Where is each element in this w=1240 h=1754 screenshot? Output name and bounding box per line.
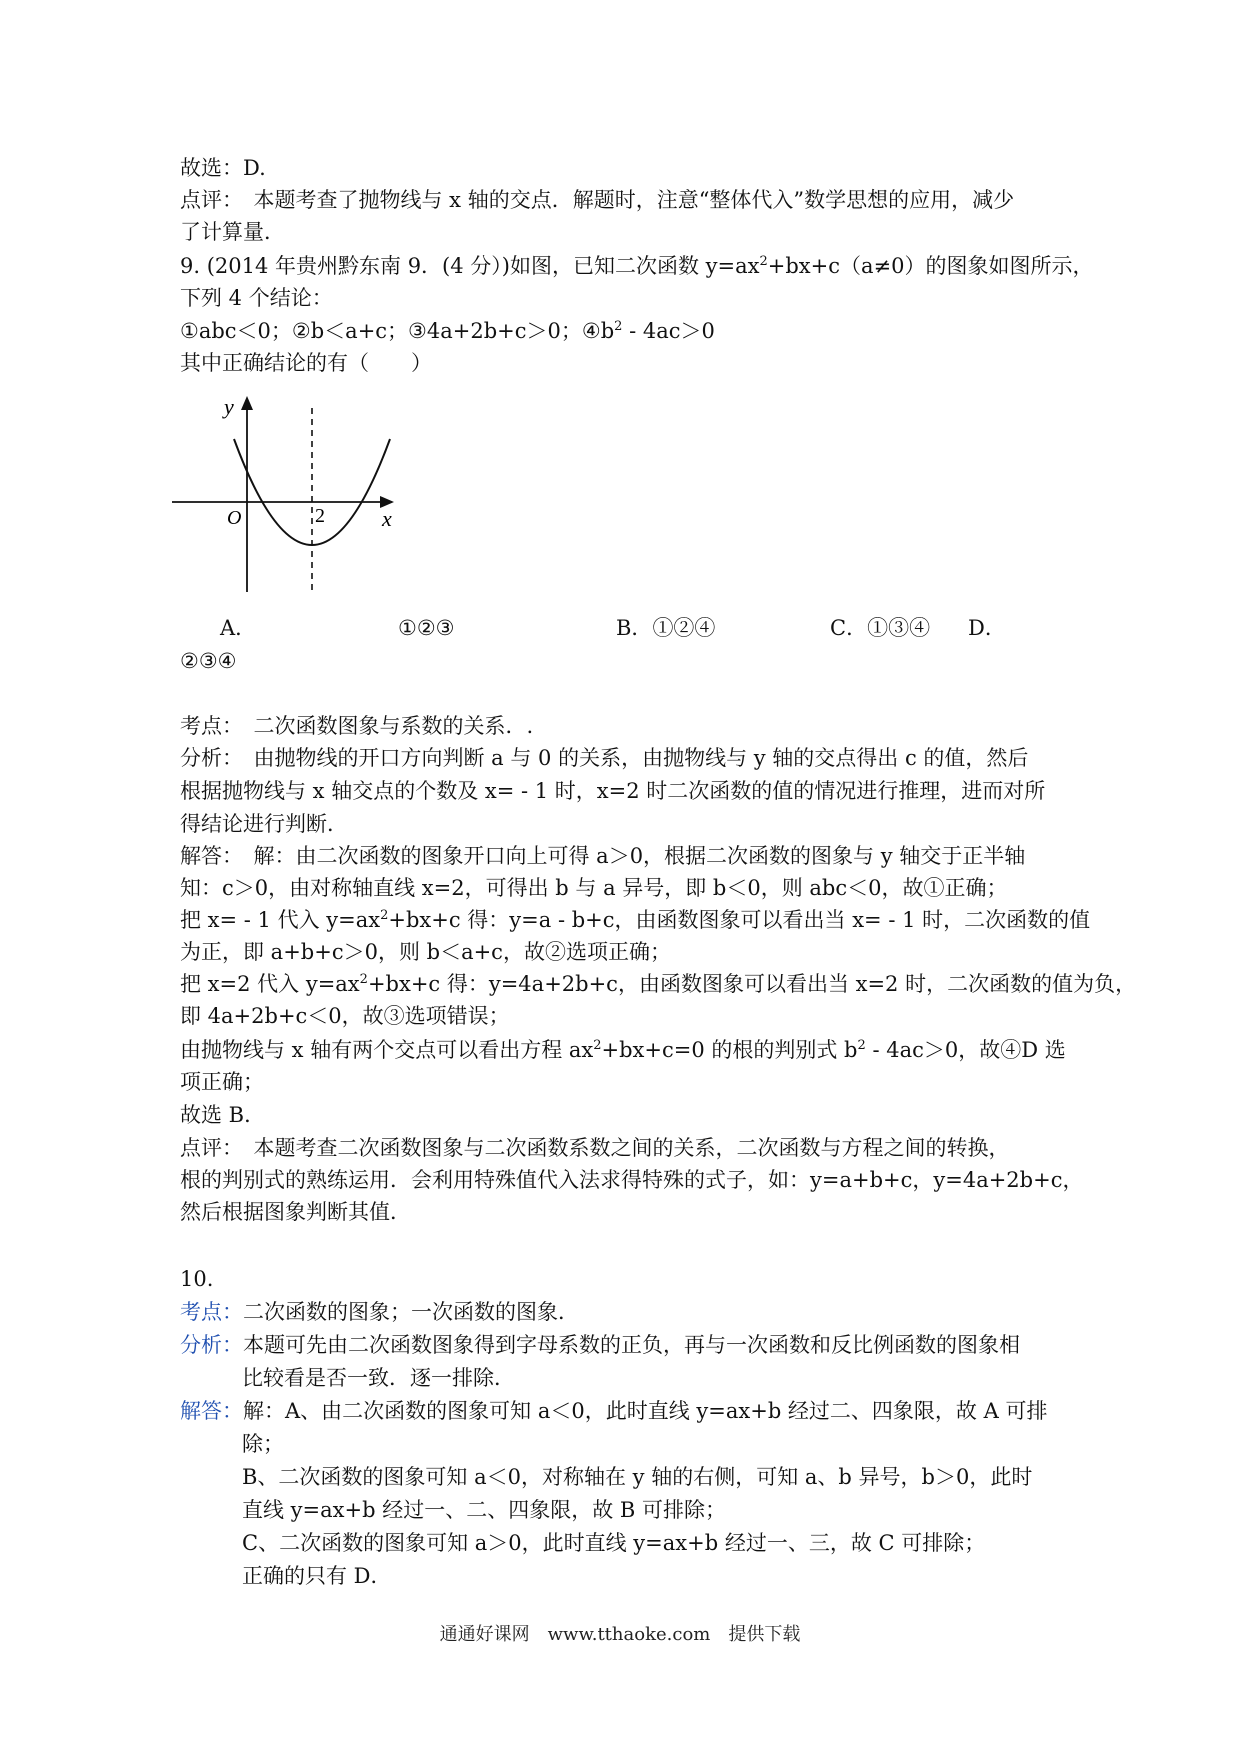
q9-jieda-line1: 解答： 解：由二次函数的图象开口向上可得 a＞0，根据二次函数的图象与 y 轴交于正半轴 [180, 844, 1026, 868]
q9-jieda-line7-sup: 2 [593, 1038, 602, 1053]
q9-jieda-line7-b: +bx+c=0 的根的判别式 b [601, 1038, 858, 1062]
q9-parabola-figure [172, 392, 404, 602]
q10-fenxi-label: 分析： [180, 1333, 243, 1357]
q10-fenxi-line2: 比较看是否一致．逐一排除． [242, 1366, 515, 1390]
q10-jieda-line2: 除； [242, 1432, 284, 1456]
q9-stem-text-a: 9. (2014 年贵州黔东南 9．(4 分）)如图，已知二次函数 y=ax [180, 254, 760, 278]
q9-stem-line2: 下列 4 个结论： [180, 286, 333, 310]
q10-kaodian-label: 考点： [180, 1300, 243, 1324]
q9-jieda-line4: 为正，即 a+b+c＞0，则 b＜a+c，故②选项正确； [180, 940, 671, 964]
page-footer: 通通好课网 www.tthaoke.com 提供下载 [439, 1624, 801, 1645]
q9-jieda-line3-sup: 2 [380, 908, 389, 923]
q9-comment-line3: 然后根据图象判断其值． [180, 1200, 411, 1224]
q9-jieda-line5-b: +bx+c 得：y=4a+2b+c，由函数图象可以看出当 x=2 时，二次函数的值为负， [367, 972, 1137, 996]
q9-conclusions-text-a: ①abc＜0；②b＜a+c；③4a+2b+c＞0；④b [180, 319, 615, 343]
q9-conclusions-superscript: 2 [614, 319, 623, 334]
q9-stem-line1 [180, 252, 1093, 280]
q9-ask: 其中正确结论的有（ ） [180, 351, 432, 375]
option-b-value: ①②④ [652, 616, 716, 640]
option-a-label: A． [220, 616, 257, 640]
option-b [616, 614, 715, 642]
q9-jieda-line8: 项正确； [180, 1070, 264, 1094]
q9-jieda-line3-b: +bx+c 得：y=a - b+c，由函数图象可以看出当 x= - 1 时，二次函数的值 [388, 908, 1091, 932]
option-d-label: D． [968, 616, 1006, 640]
q10-jieda-line5: C、二次函数的图象可知 a＞0，此时直线 y=ax+b 经过一、三，故 C 可排除； [242, 1531, 986, 1555]
q9-jieda-line5-sup: 2 [359, 972, 368, 987]
q9-kaodian: 考点： 二次函数图象与系数的关系．. [180, 714, 534, 738]
q10-jieda-line6: 正确的只有 D． [242, 1564, 392, 1588]
q10-fenxi-line1 [180, 1331, 1020, 1359]
q10-jieda-text1: 解：A、由二次函数的图象可知 a＜0，此时直线 y=ax+b 经过二、四象限，故 A 可排 [243, 1399, 1048, 1423]
q9-jieda-line5-a: 把 x=2 代入 y=ax [180, 972, 360, 996]
q8-answer: 故选：D. [180, 156, 266, 180]
q9-jieda-line3-a: 把 x= - 1 代入 y=ax [180, 908, 381, 932]
q9-stem-superscript: 2 [759, 254, 768, 269]
y-axis-label: y [224, 394, 234, 419]
option-c-label: C． [830, 616, 868, 640]
option-c [830, 614, 930, 642]
x-axis-label: x [382, 506, 392, 531]
origin-label: O [227, 507, 242, 529]
q9-comment-line1: 点评： 本题考查二次函数图象与二次函数系数之间的关系，二次函数与方程之间的转换， [180, 1136, 1010, 1160]
q10-jieda-line1 [180, 1397, 1047, 1425]
q10-jieda-label: 解答： [180, 1399, 243, 1423]
q9-stem-text-b: +bx+c（a≠0）的图象如图所示， [767, 254, 1094, 278]
q10-jieda-line3: B、二次函数的图象可知 a＜0，对称轴在 y 轴的右侧，可知 a、b 异号，b＞0，此时 [242, 1465, 1033, 1489]
option-b-label: B． [616, 616, 653, 640]
q9-conclusions [180, 317, 715, 345]
q9-jieda-line7-sup2: 2 [857, 1038, 866, 1053]
q9-jieda-line2: 知：c＞0，由对称轴直线 x=2，可得出 b 与 a 异号，即 b＜0，则 abc＜0，故①正确； [180, 876, 1008, 900]
y-axis-arrow-icon [241, 396, 253, 410]
q9-jieda-line3 [180, 906, 1090, 934]
tick-label-2: 2 [315, 505, 325, 527]
q9-conclusions-text-b: - 4ac＞0 [622, 319, 715, 343]
q10-jieda-line4: 直线 y=ax+b 经过一、二、四象限，故 B 可排除； [242, 1498, 726, 1522]
q9-answer: 故选 B． [180, 1103, 266, 1127]
q9-jieda-line7 [180, 1036, 1066, 1064]
q9-fenxi-line2: 根据抛物线与 x 轴交点的个数及 x= - 1 时，x=2 时二次函数的值的情况进行推理，进而对所 [180, 779, 1046, 803]
option-c-value: ①③④ [867, 616, 931, 640]
q9-comment-line2: 根的判别式的熟练运用．会利用特殊值代入法求得特殊的式子，如：y=a+b+c，y=4a+2b+c， [180, 1168, 1084, 1192]
q10-fenxi-text1: 本题可先由二次函数图象得到字母系数的正负，再与一次函数和反比例函数的图象相 [243, 1333, 1020, 1357]
q9-jieda-line5 [180, 970, 1136, 998]
option-d-value: ②③④ [180, 649, 237, 673]
q8-comment-line1: 点评： 本题考查了抛物线与 x 轴的交点．解题时，注意“整体代入”数学思想的应用，减少 [180, 188, 1015, 212]
q10-number: 10. [180, 1267, 214, 1291]
q10-kaodian-text: 二次函数的图象；一次函数的图象． [243, 1300, 579, 1324]
q9-jieda-line7-a: 由抛物线与 x 轴有两个交点可以看出方程 ax [180, 1038, 594, 1062]
q9-jieda-line7-c: - 4ac＞0，故④D 选 [865, 1038, 1066, 1062]
q9-fenxi-line1: 分析： 由抛物线的开口方向判断 a 与 0 的关系，由抛物线与 y 轴的交点得出 c 的值，然后 [180, 746, 1029, 770]
q9-jieda-line6: 即 4a+2b+c＜0，故③选项错误； [180, 1004, 510, 1028]
option-a-value: ①②③ [398, 616, 455, 640]
q10-kaodian [180, 1298, 579, 1326]
q8-comment-line2: 了计算量． [180, 220, 285, 244]
q9-fenxi-line3: 得结论进行判断． [180, 812, 348, 836]
